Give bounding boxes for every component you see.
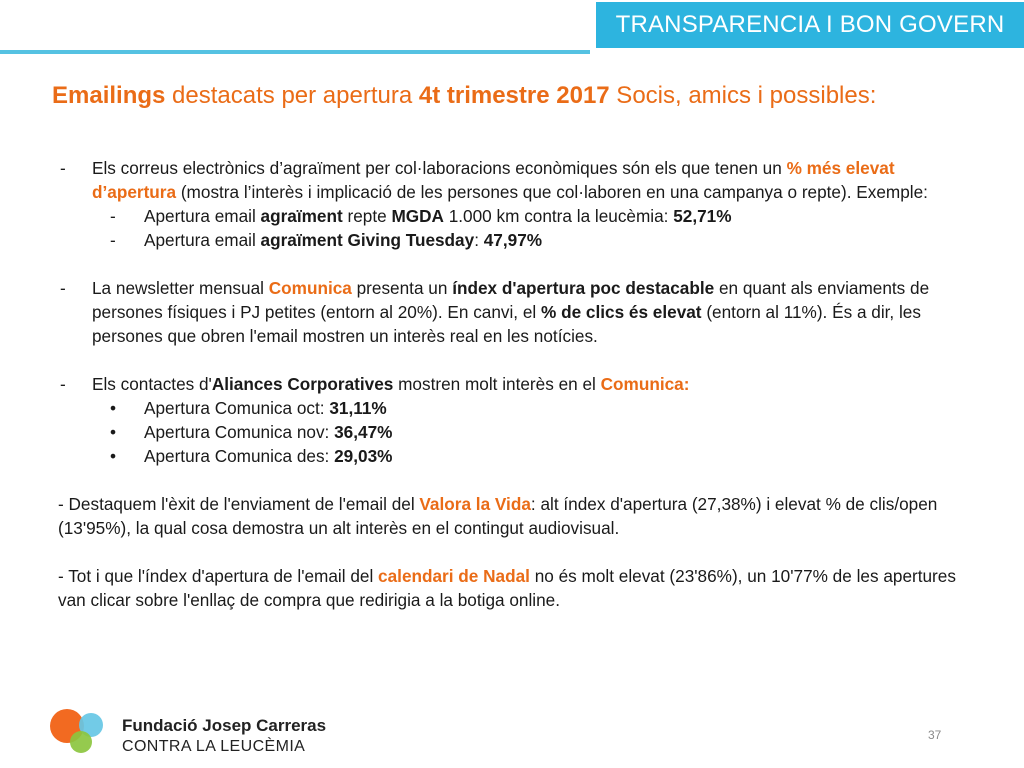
value: 36,47% — [334, 422, 393, 442]
point-agraiment — [58, 156, 958, 204]
bold-text: agraïment — [260, 206, 343, 226]
paragraph-valora-la-vida — [58, 492, 958, 540]
bullet-comunica-nov — [58, 420, 958, 444]
dash-marker: - — [60, 158, 66, 178]
bold-text: MGDA — [391, 206, 444, 226]
text: : — [474, 230, 484, 250]
spacer — [58, 468, 958, 492]
text: mostren molt interès en el — [393, 374, 601, 394]
text: 1.000 km contra la leucèmia: — [443, 206, 674, 226]
foundation-logo-icon — [46, 706, 108, 756]
text: - Tot i que l'índex d'apertura de l'email del — [58, 566, 379, 586]
highlight: Comunica — [268, 278, 352, 298]
highlight: Comunica: — [600, 374, 690, 394]
section-header — [594, 0, 1024, 50]
title-part-2: destacats per apertura — [165, 82, 419, 109]
bold-text: agraïment Giving Tuesday — [260, 230, 475, 250]
title-part-4: Socis, amics i possibles: — [609, 82, 877, 109]
text: presenta un — [351, 278, 453, 298]
highlight: % més elevat d’apertura — [92, 158, 895, 202]
text: en quant als enviaments de persones físiques i PJ petites (entorn al 20%). En canvi, el — [92, 278, 930, 322]
logo-green-circle — [70, 731, 92, 753]
point-newsletter — [58, 276, 958, 348]
value: 29,03% — [334, 446, 393, 466]
paragraph-calendari-nadal — [58, 564, 958, 612]
dash-marker: - — [110, 206, 116, 226]
header-rule — [0, 50, 590, 54]
bold-text: % de clics és elevat — [541, 302, 702, 322]
bullet-marker: • — [110, 422, 117, 442]
text: (mostra l’interès i implicació de les persones que col·laboren en una campanya o repte). Exemple: — [176, 182, 928, 202]
text: Apertura Comunica des: — [144, 446, 335, 466]
text: no és molt elevat (23'86%), un 10'77% de les apertures van clicar sobre l'enllaç de compra que redirigia a la botiga online. — [58, 566, 956, 610]
value: 52,71% — [673, 206, 732, 226]
section-header-label: TRANSPARENCIA I BON GOVERN — [615, 11, 1005, 38]
sub-item-giving-tuesday — [58, 228, 958, 252]
org-tagline: CONTRA LA LEUCÈMIA — [122, 738, 306, 755]
text: : alt índex d'apertura (27,38%) i elevat % de clis/open (13'95%), la qual cosa demostra un alt interès en el contingut audiovisual. — [58, 494, 938, 538]
dash-marker: - — [60, 278, 66, 298]
bullet-comunica-des — [58, 444, 958, 468]
value: 31,11% — [329, 398, 387, 418]
org-name: Fundació Josep Carreras — [122, 716, 327, 735]
highlight: calendari de Nadal — [378, 566, 530, 586]
text: - Destaquem l'èxit de l'enviament de l'email del — [58, 494, 420, 514]
bold-text: índex d'apertura poc destacable — [452, 278, 715, 298]
title-part-3: 4t trimestre 2017 — [418, 82, 610, 109]
spacer — [58, 348, 958, 372]
text: La newsletter mensual — [92, 278, 269, 298]
value: 47,97% — [483, 230, 543, 250]
dash-marker: - — [60, 374, 66, 394]
title-part-1: Emailings — [52, 82, 166, 109]
highlight: Valora la Vida — [419, 494, 531, 514]
text: (entorn al 11%). És a dir, les persones que obren l'email mostren un interès real en les notícies. — [92, 302, 921, 346]
page-number: 37 — [928, 728, 942, 742]
bold-text: Aliances Corporatives — [211, 374, 394, 394]
slide-title — [52, 82, 992, 110]
point-aliances — [58, 372, 958, 396]
bullet-comunica-oct — [58, 396, 958, 420]
dash-marker: - — [110, 230, 116, 250]
spacer — [58, 252, 958, 276]
slide-body — [58, 156, 958, 612]
text: Els contactes d' — [92, 374, 212, 394]
text: Els correus electrònics d’agraïment per col·laboracions econòmiques són els que tenen un — [92, 158, 787, 178]
text: Apertura email — [144, 206, 261, 226]
text: Apertura email — [144, 230, 261, 250]
text: Apertura Comunica oct: — [144, 398, 330, 418]
spacer — [58, 540, 958, 564]
bullet-marker: • — [110, 446, 117, 466]
bullet-marker: • — [110, 398, 117, 418]
sub-item-mgda — [58, 204, 958, 228]
text: repte — [342, 206, 392, 226]
text: Apertura Comunica nov: — [144, 422, 335, 442]
